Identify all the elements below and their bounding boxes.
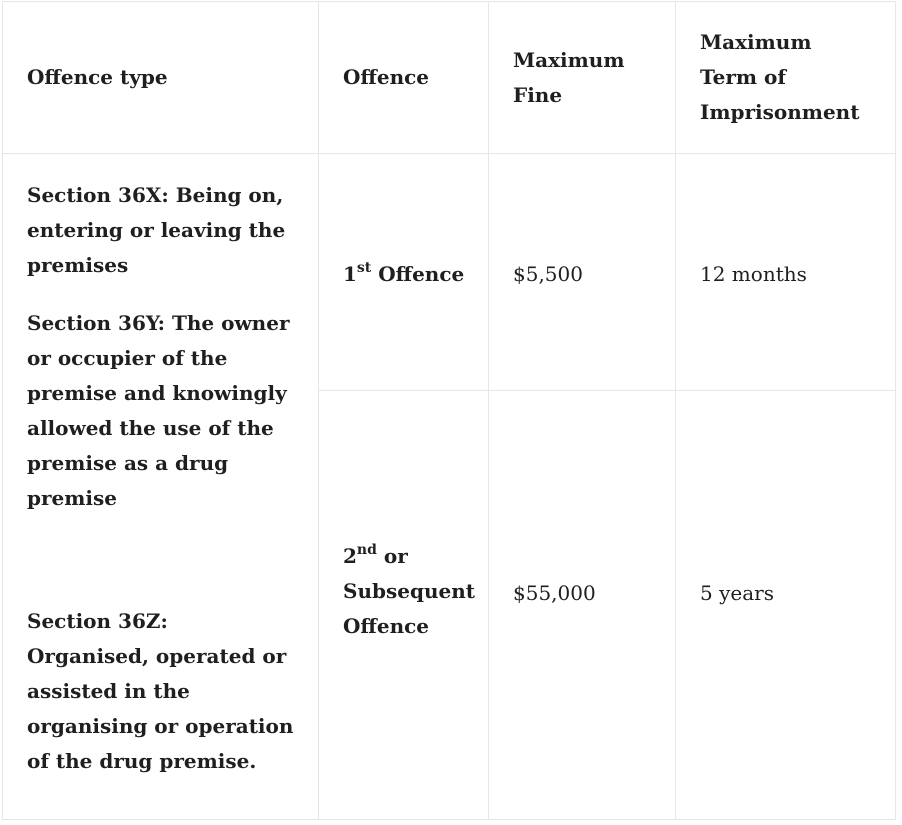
offence-type-section-36z: Section 36Z: Organised, operated or assisted in the organising or operation of the drug premise. <box>27 609 294 773</box>
offence-label <box>343 259 465 286</box>
table-header <box>3 2 896 154</box>
header-maximum-fine: Maximum Fine <box>489 2 676 154</box>
maximum-term-cell <box>676 154 896 391</box>
offence-text: or Subsequent Offence <box>343 543 475 638</box>
offence-cell-subsequent <box>319 391 489 820</box>
offence-type-cell <box>3 154 319 820</box>
maximum-term-cell <box>676 391 896 820</box>
offence-label <box>343 539 475 644</box>
header-maximum-term: Maximum Term of Imprisonment <box>676 2 896 154</box>
offence-type-section-36y: Section 36Y: The owner or occupier of the premise and knowingly allowed the use of the premise as a drug premise <box>27 311 290 510</box>
maximum-fine-cell <box>489 154 676 391</box>
maximum-fine-value: $55,000 <box>513 580 596 605</box>
offence-ordinal-suffix: st <box>356 259 372 276</box>
offence-type-section-36x: Section 36X: Being on, entering or leaving the premises <box>27 183 286 277</box>
header-offence: Offence <box>319 2 489 154</box>
offence-ordinal-suffix: nd <box>356 541 377 558</box>
header-offence-type: Offence type <box>3 2 319 154</box>
offence-number: 2 <box>343 543 357 568</box>
offence-penalties-table <box>2 1 896 820</box>
table-row <box>3 154 896 391</box>
header-row <box>3 2 896 154</box>
maximum-term-value: 12 months <box>700 261 807 286</box>
maximum-fine-value: $5,500 <box>513 261 583 286</box>
offence-number: 1 <box>343 261 357 286</box>
table-body <box>3 154 896 820</box>
maximum-term-value: 5 years <box>700 580 774 605</box>
maximum-fine-cell <box>489 391 676 820</box>
offence-cell-first <box>319 154 489 391</box>
offence-text: Offence <box>371 261 465 286</box>
